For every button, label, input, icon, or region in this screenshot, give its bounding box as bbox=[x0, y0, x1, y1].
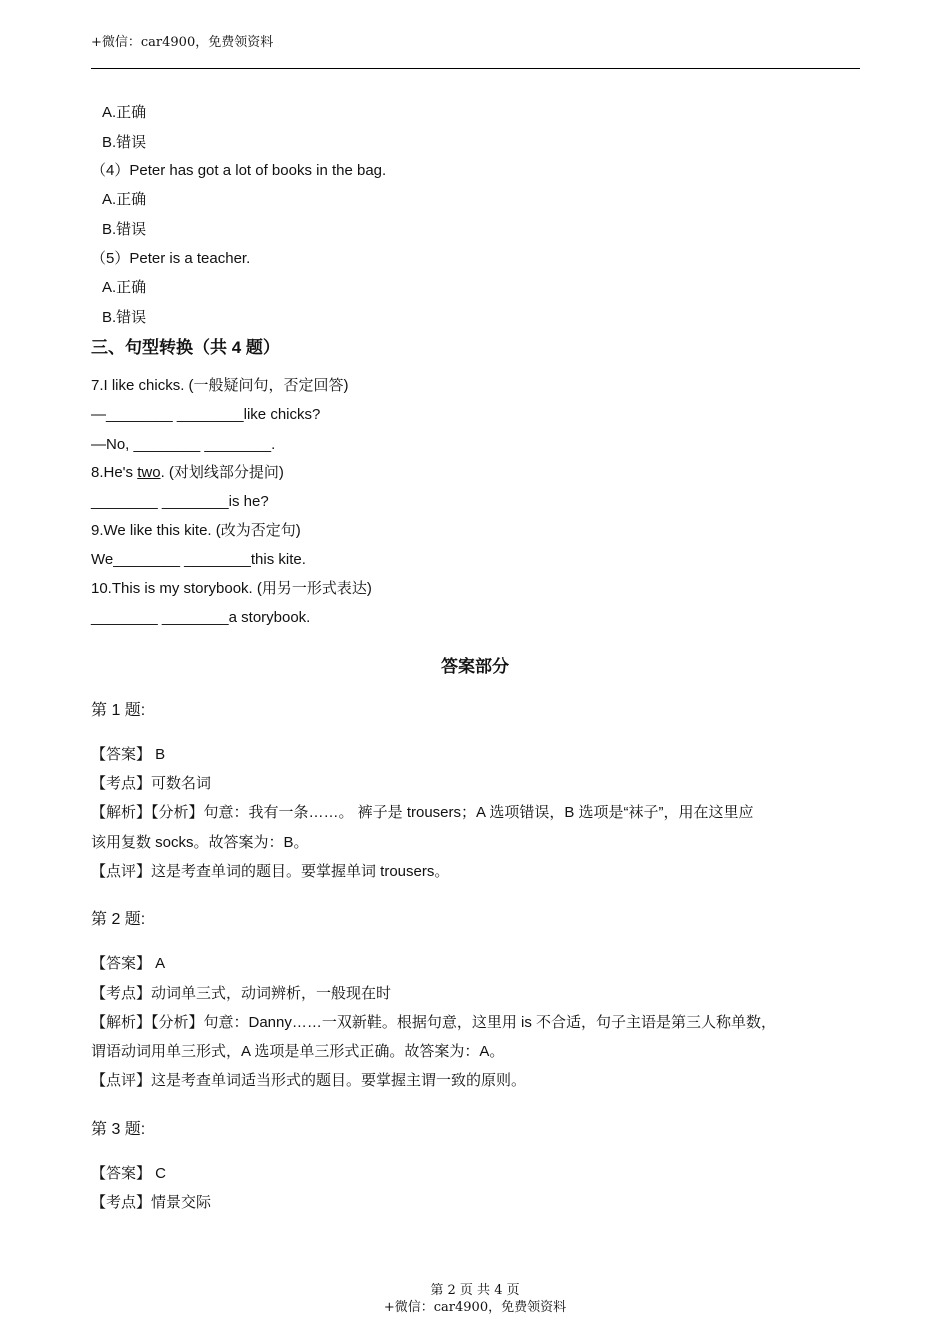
question-7: 7.I like chicks. (一般疑问句，否定回答) bbox=[91, 377, 349, 394]
answer-2-heading: 第 2 题: bbox=[91, 911, 146, 928]
answer-1-comment: 【点评】这是考查单词的题目。要掌握单词 trousers。 bbox=[91, 863, 450, 880]
answer-2-analysis-1: 【解析】【分析】句意：Danny……一双新鞋。根据句意，这里用 is 不合适，句子主语是第三人称单数， bbox=[91, 1014, 777, 1031]
answer-1-answer: 【答案】 B bbox=[91, 746, 166, 763]
answer-3-point: 【考点】情景交际 bbox=[91, 1194, 212, 1211]
answers-title: 答案部分 bbox=[441, 657, 509, 676]
question-8-suffix: . (对划线部分提问) bbox=[160, 464, 284, 481]
section-title: 三、句型转换（共 4 题） bbox=[91, 338, 280, 357]
option-a: A.正确 bbox=[102, 104, 147, 121]
question-9: 9.We like this kite. (改为否定句) bbox=[91, 522, 301, 539]
page-footer bbox=[0, 1282, 950, 1316]
option-b: B.错误 bbox=[102, 309, 147, 326]
answer-2-analysis-2: 谓语动词用单三形式，A 选项是单三形式正确。故答案为：A。 bbox=[91, 1043, 505, 1060]
answer-1-heading: 第 1 题: bbox=[91, 702, 146, 719]
answer-3-heading: 第 3 题: bbox=[91, 1121, 146, 1138]
option-b: B.错误 bbox=[102, 221, 147, 238]
answer-1-analysis-2: 该用复数 socks。故答案为：B。 bbox=[91, 834, 309, 851]
question-8-line: ________ ________is he? bbox=[91, 493, 269, 510]
page-header: +微信：car4900，免费领资料 bbox=[91, 35, 274, 50]
question-10-line: ________ ________a storybook. bbox=[91, 609, 311, 626]
question-7-line-1: —________ ________like chicks? bbox=[91, 406, 321, 423]
option-a: A.正确 bbox=[102, 279, 147, 296]
question-10: 10.This is my storybook. (用另一形式表达) bbox=[91, 580, 372, 597]
question-8-underlined: two bbox=[137, 464, 161, 481]
option-a: A.正确 bbox=[102, 191, 147, 208]
header-divider bbox=[91, 68, 860, 69]
footer-text: +微信：car4900，免费领资料 bbox=[383, 1300, 567, 1315]
option-b: B.错误 bbox=[102, 134, 147, 151]
answer-2-comment: 【点评】这是考查单词适当形式的题目。要掌握主谓一致的原则。 bbox=[91, 1072, 527, 1089]
question-8 bbox=[91, 463, 284, 483]
answer-1-analysis-1: 【解析】【分析】句意：我有一条……。 裤子是 trousers；A 选项错误，B 选项是“袜子”，用在这里应 bbox=[91, 804, 754, 821]
question-4: （4）Peter has got a lot of books in the bag. bbox=[91, 162, 387, 179]
answer-2-answer: 【答案】 A bbox=[91, 955, 166, 972]
question-5: （5）Peter is a teacher. bbox=[91, 250, 251, 267]
question-8-prefix: 8.He's bbox=[91, 464, 138, 481]
answer-3-answer: 【答案】 C bbox=[91, 1165, 167, 1182]
answer-2-point: 【考点】动词单三式，动词辨析，一般现在时 bbox=[91, 985, 392, 1002]
page-number: 第 2 页 共 4 页 bbox=[430, 1283, 520, 1298]
question-9-line: We________ ________this kite. bbox=[91, 551, 306, 568]
question-7-line-2: —No, ________ ________. bbox=[91, 436, 276, 453]
answer-1-point: 【考点】可数名词 bbox=[91, 775, 212, 792]
